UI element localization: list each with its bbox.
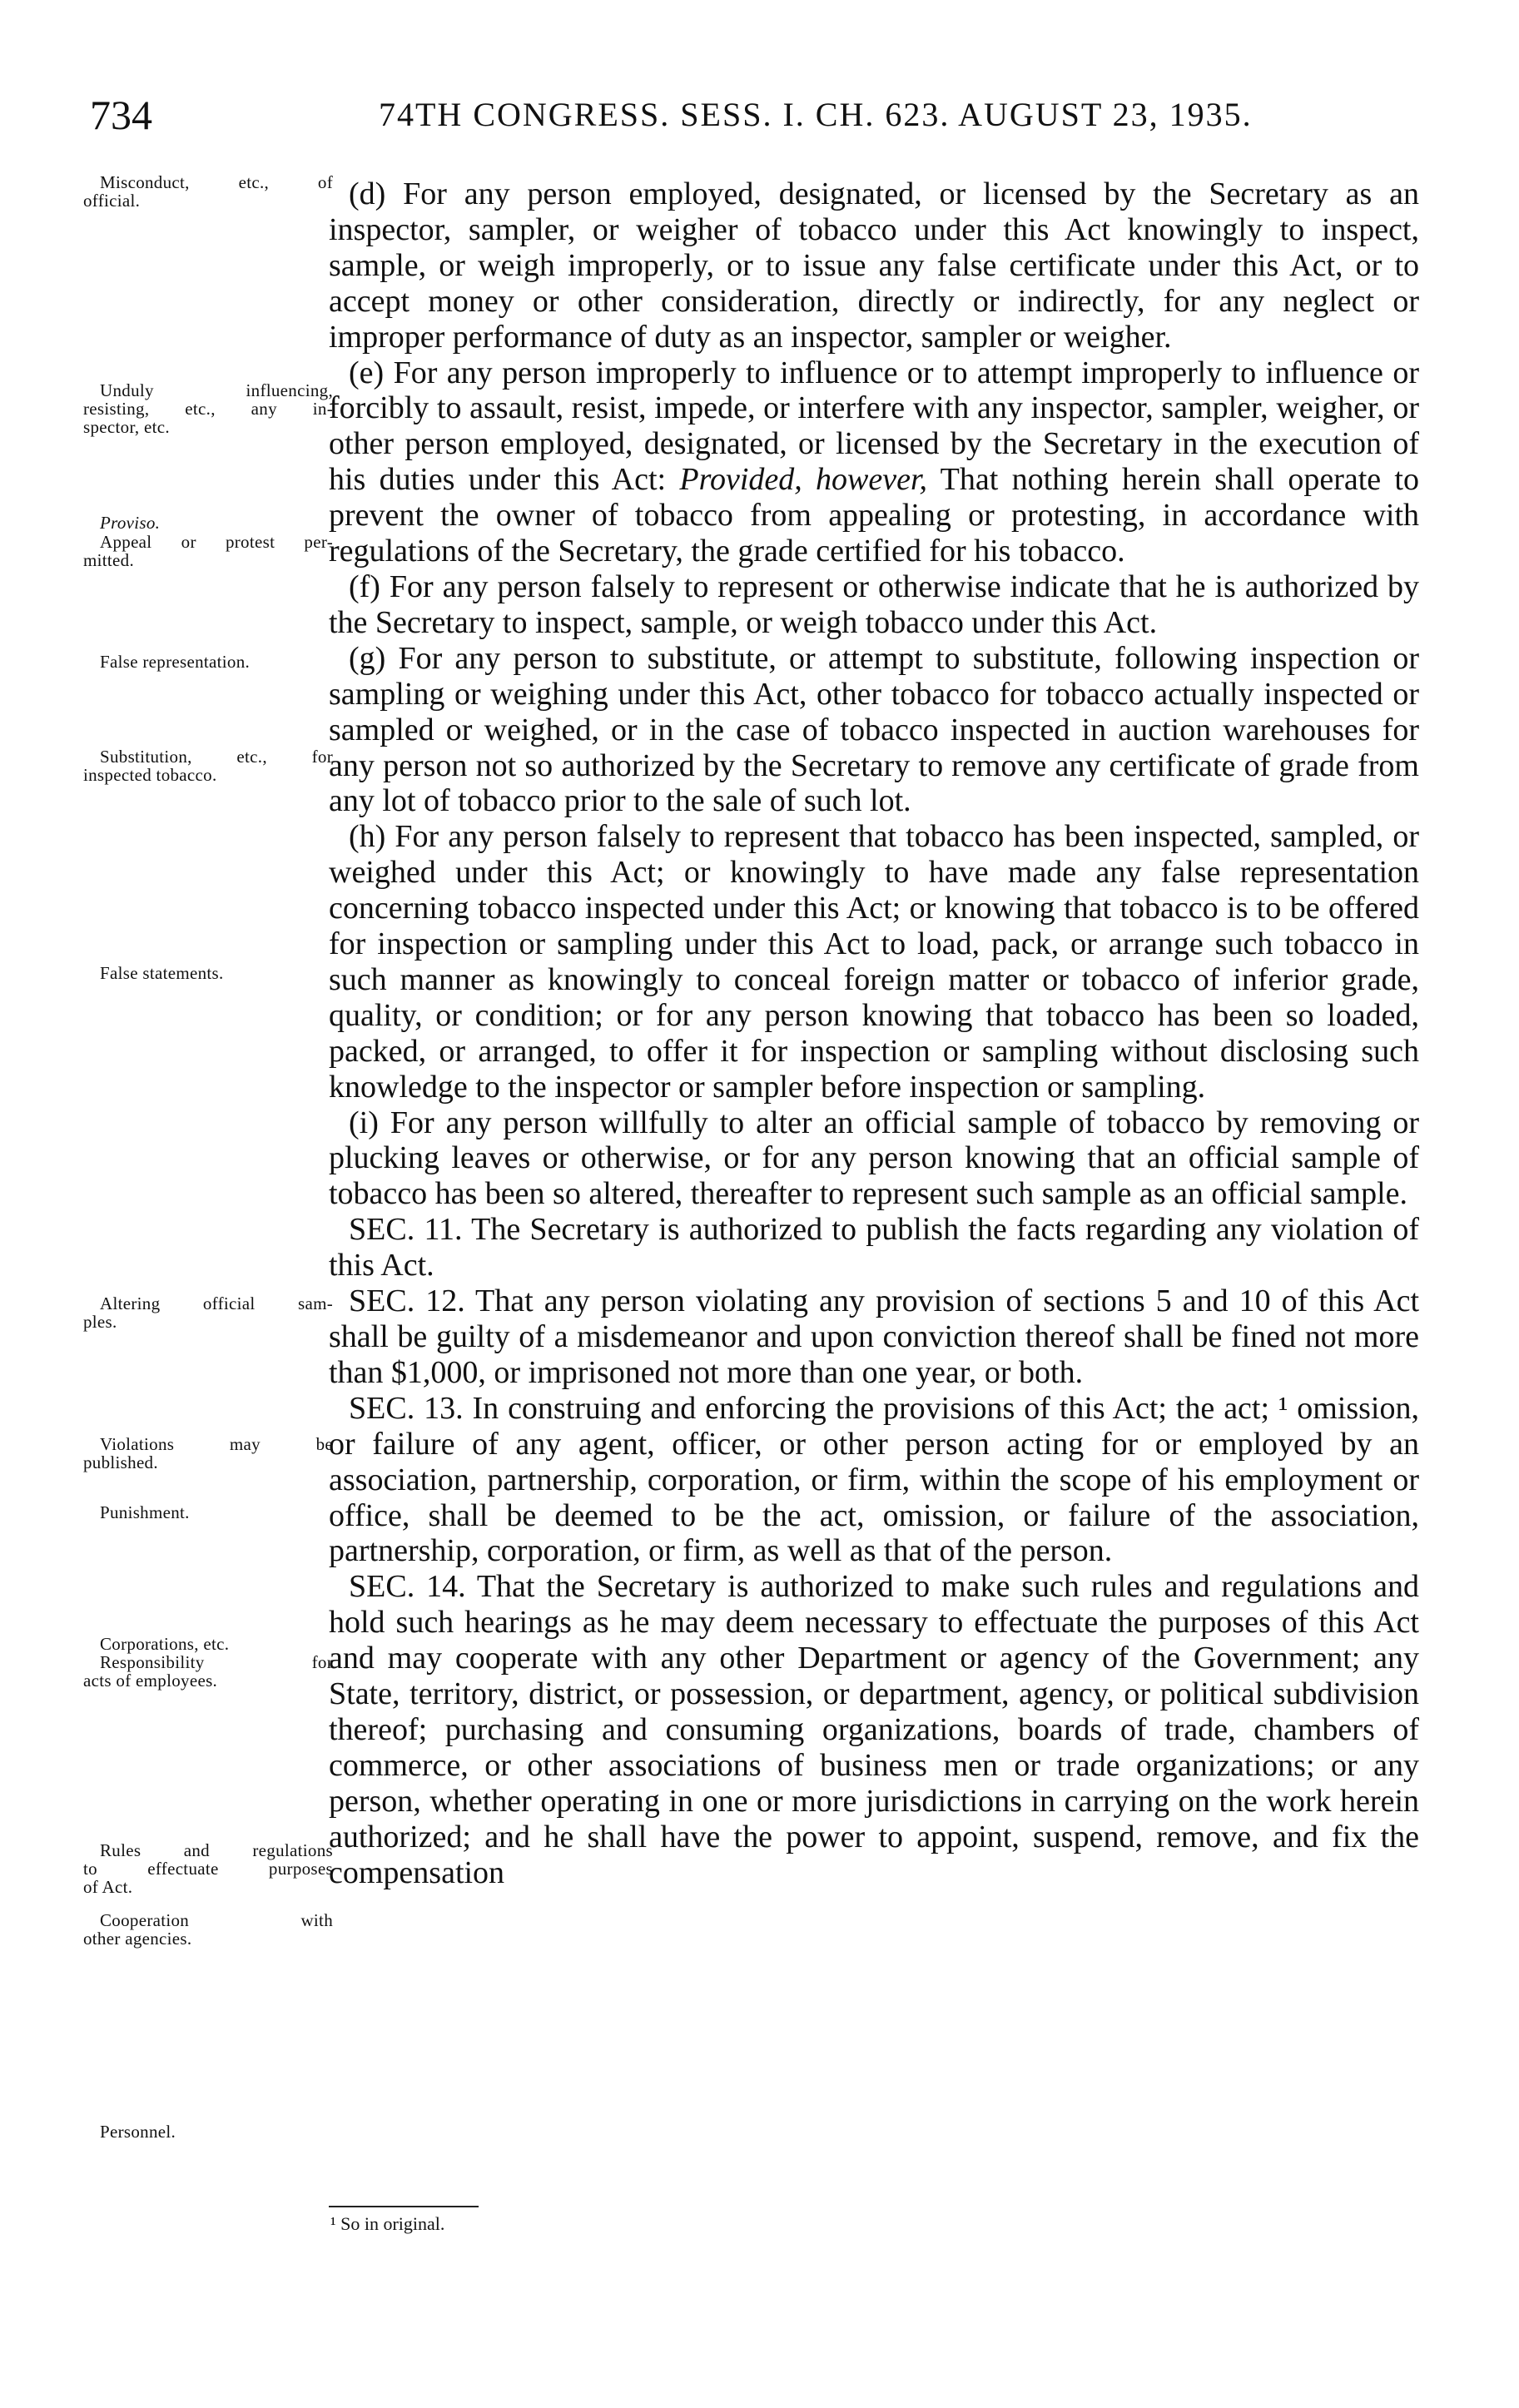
margin-note-proviso: Proviso. <box>100 513 161 533</box>
section-12: SEC. 12. That any person violating any provision of sections 5 and 10 of this Act shall be guilty of a misdemeanor and upon conviction thereof shall be fined not more than $1,000, or imprisoned not more than one year, or both. <box>329 1283 1419 1390</box>
margin-note-altering-samples: Altering official sam- ples. <box>83 1293 333 1332</box>
margin-note-substitution: Substitution, etc., for inspected tobacco. <box>83 747 333 785</box>
paragraph-f: (f) For any person falsely to represent or otherwise indicate that he is authorized by the Secretary to inspect, sample, or weigh tobacco under this Act. <box>329 568 1419 640</box>
section-14: SEC. 14. That the Secretary is authorized to make such rules and regulations and hold such hearings as he may deem necessary to effectuate the purposes of this Act and may cooperate with any other Department or agency of the Government; any State, territory, district, or possession, or department, agency, or political subdivision thereof; purchasing and consuming organizations, boards of trade, chambers of commerce, or other associations of business men or trade organizations; or any person, whether operating in one or more jurisdictions in carrying on the work herein authorized; and he shall have the power to appoint, suspend, remove, and fix the compensation <box>329 1569 1419 1890</box>
running-header <box>0 90 1519 140</box>
section-11: SEC. 11. The Secretary is authorized to publish the facts regarding any violation of this Act. <box>329 1212 1419 1283</box>
margin-note-corporations: Corporations, etc. Responsibility for acts of employees. <box>83 1634 333 1691</box>
margin-note-cooperation: Cooperation with other agencies. <box>83 1910 333 1949</box>
margin-note-misconduct: Misconduct, etc., of official. <box>83 172 333 211</box>
running-head: 74TH CONGRESS. SESS. I. CH. 623. AUGUST 23, 1935. <box>379 96 1253 133</box>
main-text <box>329 176 1419 1891</box>
paragraph-h: (h) For any person falsely to represent that tobacco has been inspected, sampled, or weighed under this Act; or knowingly to have made any false representation concerning tobacco inspected under this Act; or knowing that tobacco is to be offered for inspection or sampling under this Act to load, pack, or arrange such tobacco in such manner as knowingly to conceal foreign matter or tobacco of inferior grade, quality, or condition; or for any person knowing that tobacco has been so loaded, packed, or arranged, to offer it for inspection or sampling without disclosing such knowledge to the inspector or sampler before inspection or sampling. <box>329 819 1419 1105</box>
margin-note-violations: Violations may be published. <box>83 1434 333 1472</box>
section-13: SEC. 13. In construing and enforcing the provisions of this Act; the act; ¹ omission, or failure of any agent, officer, or other person acting for or employed by an association, partnership, corporation, or firm, within the scope of his employment or office, shall be deemed to be the act, omission, or failure of the association, partnership, corporation, or firm, as well as that of the person. <box>329 1390 1419 1569</box>
margin-note-appeal: Appeal or protest per- mitted. <box>83 532 333 570</box>
paragraph-i: (i) For any person willfully to alter an official sample of tobacco by removing or plucking leaves or otherwise, or for any person knowing that an official sample of tobacco has been so altered, thereafter to represent such sample as an official sample. <box>329 1105 1419 1212</box>
margin-note-personnel: Personnel. <box>100 2122 176 2142</box>
margin-note-unduly-influencing: Unduly influencing, resisting, etc., any in- spector, etc. <box>83 380 333 437</box>
footnote: ¹ So in original. <box>330 2213 445 2234</box>
paragraph-e: (e) For any person improperly to influence or to attempt improperly to influence or forcibly to assault, resist, impede, or interfere with any inspector, sampler, weigher, or other person employed, designated, or licensed by the Secretary in the execution of his duties under this Act: Provided, however, That nothing herein shall operate to prevent the owner of tobacco from appealing or protesting, in accordance with regulations of the Secretary, the grade certified for his tobacco. <box>329 355 1419 569</box>
page-number: 734 <box>90 92 152 138</box>
margin-note-rules-and-regulations: Rules and regulations to effectuate purposes of Act. <box>83 1840 333 1897</box>
margin-note-punishment: Punishment. <box>100 1502 190 1522</box>
margin-note-false-statements: False statements. <box>100 963 224 983</box>
paragraph-g: (g) For any person to substitute, or attempt to substitute, following inspection or sampling or weighing under this Act, other tobacco for tobacco actually inspected or sampled or weighed, or in the case of tobacco inspected in auction warehouses for any person not so authorized by the Secretary to remove any certificate of grade from any lot of tobacco prior to the sale of such lot. <box>329 640 1419 819</box>
footnote-rule <box>329 2206 479 2207</box>
paragraph-d: (d) For any person employed, designated, or licensed by the Secretary as an inspector, sampler, or weigher of tobacco under this Act knowingly to inspect, sample, or weigh improperly, or to issue any false certificate under this Act, or to accept money or other consideration, directly or indirectly, for any neglect or improper performance of duty as an inspector, sampler or weigher. <box>329 176 1419 355</box>
margin-note-false-representation: False representation. <box>100 652 251 672</box>
